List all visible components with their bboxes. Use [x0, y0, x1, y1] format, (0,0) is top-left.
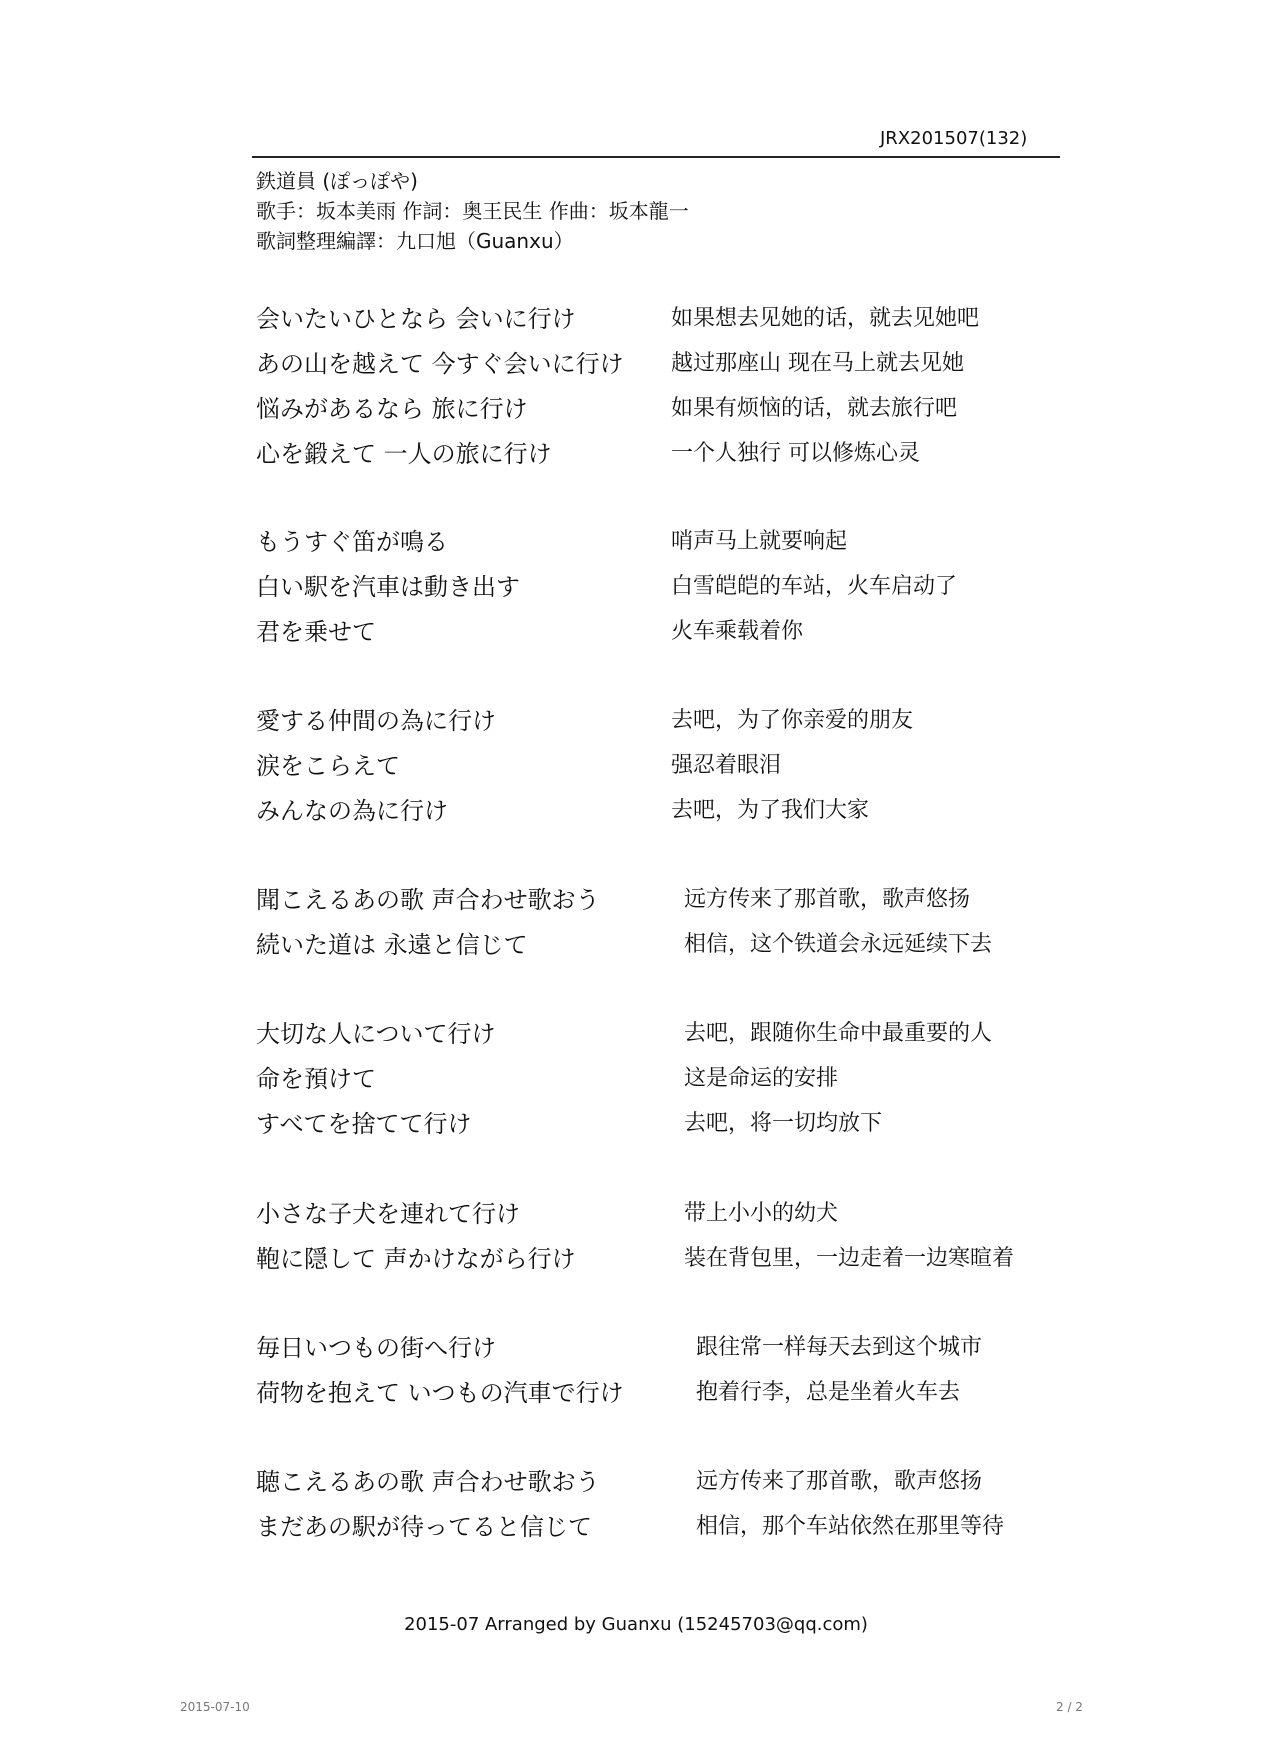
lyric-line: [256, 739, 1076, 784]
chinese-translation: 远方传来了那首歌，歌声悠扬: [696, 1469, 983, 1494]
chinese-translation: 越过那座山 现在马上就去见她: [671, 351, 964, 376]
arranger-footer: 2015-07 Arranged by Guanxu (15245703@qq.com): [404, 1614, 868, 1635]
japanese-lyric: 愛する仲間の為に行け: [256, 707, 496, 735]
document-id: JRX201507(132): [880, 128, 1028, 149]
song-header: [256, 166, 689, 256]
chinese-translation: 这是命运的安排: [684, 1066, 839, 1091]
lyric-line: [256, 427, 1076, 472]
lyric-line: [256, 1321, 1076, 1366]
japanese-lyric: 白い駅を汽車は動き出す: [256, 573, 520, 601]
chinese-translation: 哨声马上就要响起: [671, 529, 848, 554]
japanese-lyric: 続いた道は 永遠と信じて: [256, 931, 528, 959]
lyric-line: [256, 515, 1076, 560]
chinese-translation: 相信，这个铁道会永远延续下去: [684, 932, 993, 957]
japanese-lyric: 荷物を抱えて いつもの汽車で行け: [256, 1379, 624, 1407]
japanese-lyric: 命を預けて: [256, 1065, 376, 1093]
japanese-lyric: みんなの為に行け: [256, 797, 448, 825]
stanza-4: [256, 873, 1076, 963]
stanza-5: [256, 1007, 1076, 1142]
stanza-3: [256, 694, 1076, 829]
stanza-7: [256, 1321, 1076, 1411]
chinese-translation: 如果有烦恼的话，就去旅行吧: [671, 396, 958, 421]
chinese-translation: 带上小小的幼犬: [684, 1201, 839, 1226]
chinese-translation: 火车乘载着你: [671, 619, 804, 644]
japanese-lyric: すべてを捨てて行け: [256, 1110, 472, 1138]
japanese-lyric: あの山を越えて 今すぐ会いに行け: [256, 350, 624, 378]
chinese-translation: 去吧，将一切均放下: [684, 1111, 883, 1136]
japanese-lyric: 聴こえるあの歌 声合わせ歌おう: [256, 1468, 600, 1496]
chinese-translation: 去吧，跟随你生命中最重要的人: [684, 1021, 993, 1046]
song-title: 鉄道員 (ぽっぽや): [256, 169, 418, 193]
stanza-6: [256, 1187, 1076, 1277]
chinese-translation: 一个人独行 可以修炼心灵: [671, 441, 920, 466]
japanese-lyric: 涙をこらえて: [256, 752, 400, 780]
chinese-translation: 相信，那个车站依然在那里等待: [696, 1514, 1005, 1539]
page-number: 2 / 2: [1056, 1700, 1083, 1714]
lyric-line: [256, 918, 1076, 963]
japanese-lyric: もうすぐ笛が鳴る: [256, 528, 448, 556]
chinese-translation: 装在背包里，一边走着一边寒暄着: [684, 1246, 1015, 1271]
japanese-lyric: 会いたいひとなら 会いに行け: [256, 305, 576, 333]
lyric-line: [256, 873, 1076, 918]
lyric-line: [256, 694, 1076, 739]
chinese-translation: 如果想去见她的话，就去见她吧: [671, 306, 980, 331]
lyric-line: [256, 784, 1076, 829]
lyric-line: [256, 382, 1076, 427]
print-date: 2015-07-10: [180, 1700, 250, 1714]
japanese-lyric: 鞄に隠して 声かけながら行け: [256, 1245, 576, 1273]
japanese-lyric: まだあの駅が待ってると信じて: [256, 1513, 592, 1541]
stanza-8: [256, 1455, 1076, 1545]
lyric-line: [256, 560, 1076, 605]
header-rule: [252, 156, 1060, 158]
chinese-translation: 去吧，为了我们大家: [671, 798, 870, 823]
lyric-line: [256, 1366, 1076, 1411]
lyric-line: [256, 292, 1076, 337]
lyric-line: [256, 1500, 1076, 1545]
lyric-line: [256, 337, 1076, 382]
lyric-line: [256, 1052, 1076, 1097]
song-arranger: 歌詞整理編譯：九口旭（Guanxu）: [256, 229, 574, 253]
japanese-lyric: 大切な人について行け: [256, 1020, 496, 1048]
chinese-translation: 去吧，为了你亲爱的朋友: [671, 708, 914, 733]
lyric-line: [256, 1455, 1076, 1500]
stanza-2: [256, 515, 1076, 650]
japanese-lyric: 心を鍛えて 一人の旅に行け: [256, 440, 552, 468]
chinese-translation: 远方传来了那首歌，歌声悠扬: [684, 887, 971, 912]
japanese-lyric: 君を乗せて: [256, 618, 376, 646]
chinese-translation: 跟往常一样每天去到这个城市: [696, 1335, 983, 1360]
chinese-translation: 抱着行李，总是坐着火车去: [696, 1380, 961, 1405]
japanese-lyric: 聞こえるあの歌 声合わせ歌おう: [256, 886, 600, 914]
japanese-lyric: 毎日いつもの街へ行け: [256, 1334, 496, 1362]
lyric-line: [256, 605, 1076, 650]
chinese-translation: 白雪皑皑的车站，火车启动了: [671, 574, 958, 599]
lyric-line: [256, 1232, 1076, 1277]
chinese-translation: 强忍着眼泪: [671, 753, 782, 778]
japanese-lyric: 小さな子犬を連れて行け: [256, 1200, 520, 1228]
lyric-line: [256, 1187, 1076, 1232]
lyric-line: [256, 1007, 1076, 1052]
song-credits: 歌手：坂本美雨 作詞：奥王民生 作曲：坂本龍一: [256, 199, 689, 223]
stanza-1: [256, 292, 1076, 472]
japanese-lyric: 悩みがあるなら 旅に行け: [256, 395, 528, 423]
lyric-line: [256, 1097, 1076, 1142]
